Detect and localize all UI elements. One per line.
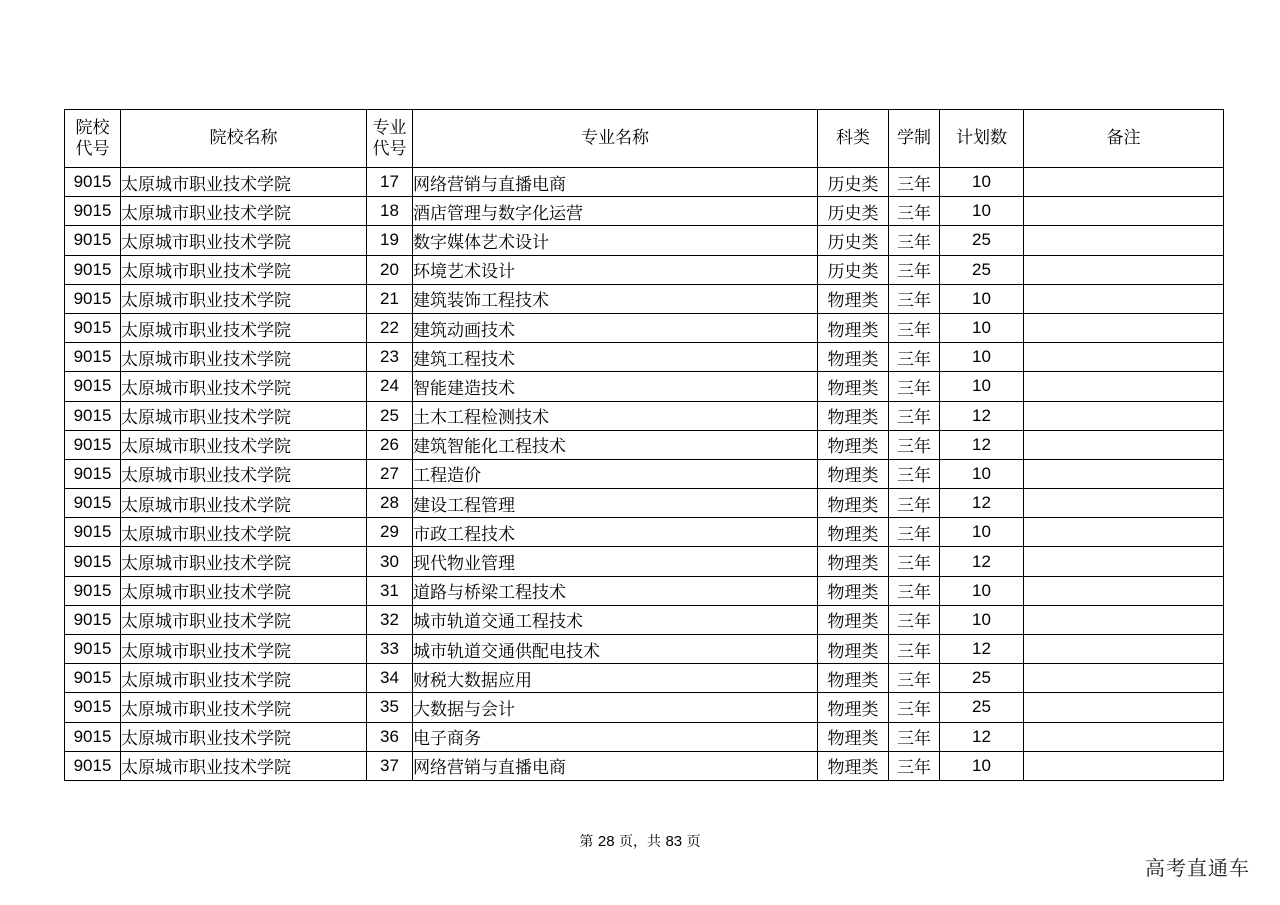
table-row [65, 547, 1224, 576]
footer-total-pages: 83 [665, 833, 683, 850]
header-remarks: 备注 [1024, 110, 1224, 168]
cell-school-code: 9015 [65, 255, 121, 284]
cell-category: 历史类 [818, 226, 889, 255]
cell-major-code: 26 [367, 430, 413, 459]
cell-plan: 12 [940, 430, 1024, 459]
cell-school-code: 9015 [65, 343, 121, 372]
table-row [65, 372, 1224, 401]
cell-remarks [1024, 459, 1224, 488]
cell-school-name: 太原城市职业技术学院 [121, 284, 367, 313]
cell-major-code: 27 [367, 459, 413, 488]
cell-plan: 25 [940, 255, 1024, 284]
table-row [65, 343, 1224, 372]
cell-school-code: 9015 [65, 226, 121, 255]
table-row [65, 255, 1224, 284]
cell-category: 历史类 [818, 168, 889, 197]
cell-school-code: 9015 [65, 547, 121, 576]
cell-major-name: 道路与桥梁工程技术 [413, 576, 818, 605]
cell-category: 物理类 [818, 401, 889, 430]
cell-remarks [1024, 313, 1224, 342]
cell-remarks [1024, 226, 1224, 255]
cell-plan: 12 [940, 489, 1024, 518]
cell-category: 物理类 [818, 372, 889, 401]
cell-major-name: 城市轨道交通工程技术 [413, 605, 818, 634]
cell-plan: 10 [940, 284, 1024, 313]
cell-school-name: 太原城市职业技术学院 [121, 430, 367, 459]
cell-school-code: 9015 [65, 722, 121, 751]
cell-school-name: 太原城市职业技术学院 [121, 693, 367, 722]
page-footer [0, 831, 1280, 851]
cell-major-name: 智能建造技术 [413, 372, 818, 401]
cell-school-code: 9015 [65, 168, 121, 197]
cell-years: 三年 [889, 459, 940, 488]
cell-major-code: 34 [367, 664, 413, 693]
cell-years: 三年 [889, 547, 940, 576]
cell-major-name: 酒店管理与数字化运营 [413, 197, 818, 226]
cell-major-code: 17 [367, 168, 413, 197]
cell-category: 物理类 [818, 722, 889, 751]
cell-remarks [1024, 751, 1224, 780]
header-category: 科类 [818, 110, 889, 168]
cell-major-name: 网络营销与直播电商 [413, 751, 818, 780]
cell-major-code: 31 [367, 576, 413, 605]
table-row [65, 751, 1224, 780]
cell-school-code: 9015 [65, 284, 121, 313]
cell-years: 三年 [889, 518, 940, 547]
cell-school-code: 9015 [65, 401, 121, 430]
cell-school-code: 9015 [65, 635, 121, 664]
table-row [65, 722, 1224, 751]
cell-years: 三年 [889, 197, 940, 226]
cell-years: 三年 [889, 722, 940, 751]
cell-years: 三年 [889, 343, 940, 372]
cell-school-name: 太原城市职业技术学院 [121, 459, 367, 488]
cell-school-code: 9015 [65, 489, 121, 518]
cell-school-name: 太原城市职业技术学院 [121, 197, 367, 226]
table-row [65, 635, 1224, 664]
table-row [65, 313, 1224, 342]
header-school-name: 院校名称 [121, 110, 367, 168]
cell-school-code: 9015 [65, 751, 121, 780]
cell-remarks [1024, 547, 1224, 576]
cell-years: 三年 [889, 693, 940, 722]
cell-category: 历史类 [818, 197, 889, 226]
cell-major-code: 35 [367, 693, 413, 722]
cell-major-name: 建筑装饰工程技术 [413, 284, 818, 313]
cell-major-name: 数字媒体艺术设计 [413, 226, 818, 255]
cell-plan: 25 [940, 664, 1024, 693]
cell-school-code: 9015 [65, 197, 121, 226]
cell-major-name: 大数据与会计 [413, 693, 818, 722]
cell-plan: 25 [940, 693, 1024, 722]
footer-suffix: 页 [686, 834, 701, 850]
table-row [65, 605, 1224, 634]
cell-major-name: 网络营销与直播电商 [413, 168, 818, 197]
cell-remarks [1024, 722, 1224, 751]
cell-remarks [1024, 284, 1224, 313]
cell-plan: 10 [940, 343, 1024, 372]
cell-major-code: 24 [367, 372, 413, 401]
cell-category: 物理类 [818, 605, 889, 634]
cell-category: 物理类 [818, 518, 889, 547]
cell-major-name: 工程造价 [413, 459, 818, 488]
cell-category: 物理类 [818, 313, 889, 342]
cell-major-code: 18 [367, 197, 413, 226]
cell-plan: 10 [940, 197, 1024, 226]
cell-category: 物理类 [818, 635, 889, 664]
cell-major-name: 建筑工程技术 [413, 343, 818, 372]
cell-major-code: 29 [367, 518, 413, 547]
cell-plan: 12 [940, 722, 1024, 751]
cell-plan: 10 [940, 576, 1024, 605]
cell-years: 三年 [889, 430, 940, 459]
header-school-code: 院校 代号 [65, 110, 121, 168]
cell-major-name: 现代物业管理 [413, 547, 818, 576]
cell-remarks [1024, 255, 1224, 284]
cell-years: 三年 [889, 313, 940, 342]
cell-years: 三年 [889, 489, 940, 518]
cell-category: 物理类 [818, 430, 889, 459]
cell-remarks [1024, 518, 1224, 547]
cell-plan: 10 [940, 605, 1024, 634]
cell-school-name: 太原城市职业技术学院 [121, 168, 367, 197]
footer-prefix: 第 [579, 834, 594, 850]
cell-remarks [1024, 343, 1224, 372]
cell-school-code: 9015 [65, 518, 121, 547]
header-major-code: 专业 代号 [367, 110, 413, 168]
footer-middle: 页，共 [619, 834, 661, 850]
table-row [65, 664, 1224, 693]
cell-category: 物理类 [818, 459, 889, 488]
cell-major-name: 电子商务 [413, 722, 818, 751]
cell-major-code: 25 [367, 401, 413, 430]
table-row [65, 430, 1224, 459]
cell-major-code: 22 [367, 313, 413, 342]
cell-school-code: 9015 [65, 430, 121, 459]
header-major-name: 专业名称 [413, 110, 818, 168]
cell-remarks [1024, 489, 1224, 518]
footer-page-number: 28 [597, 833, 615, 850]
cell-school-name: 太原城市职业技术学院 [121, 635, 367, 664]
cell-plan: 10 [940, 518, 1024, 547]
header-plan: 计划数 [940, 110, 1024, 168]
cell-major-code: 30 [367, 547, 413, 576]
cell-years: 三年 [889, 401, 940, 430]
cell-major-name: 建设工程管理 [413, 489, 818, 518]
cell-category: 物理类 [818, 664, 889, 693]
cell-years: 三年 [889, 168, 940, 197]
table-header-row [65, 110, 1224, 168]
table-row [65, 168, 1224, 197]
cell-category: 物理类 [818, 547, 889, 576]
cell-major-code: 20 [367, 255, 413, 284]
cell-years: 三年 [889, 372, 940, 401]
cell-school-name: 太原城市职业技术学院 [121, 401, 367, 430]
cell-major-name: 城市轨道交通供配电技术 [413, 635, 818, 664]
cell-major-name: 财税大数据应用 [413, 664, 818, 693]
cell-school-code: 9015 [65, 576, 121, 605]
cell-plan: 10 [940, 372, 1024, 401]
cell-major-code: 33 [367, 635, 413, 664]
cell-school-name: 太原城市职业技术学院 [121, 255, 367, 284]
cell-major-name: 市政工程技术 [413, 518, 818, 547]
cell-category: 物理类 [818, 751, 889, 780]
cell-major-code: 36 [367, 722, 413, 751]
cell-major-name: 建筑动画技术 [413, 313, 818, 342]
table-row [65, 284, 1224, 313]
table-row [65, 197, 1224, 226]
cell-school-name: 太原城市职业技术学院 [121, 489, 367, 518]
cell-major-code: 32 [367, 605, 413, 634]
header-years: 学制 [889, 110, 940, 168]
cell-remarks [1024, 197, 1224, 226]
cell-remarks [1024, 576, 1224, 605]
cell-category: 物理类 [818, 489, 889, 518]
cell-years: 三年 [889, 605, 940, 634]
cell-remarks [1024, 635, 1224, 664]
cell-plan: 10 [940, 459, 1024, 488]
cell-plan: 12 [940, 635, 1024, 664]
cell-category: 物理类 [818, 284, 889, 313]
cell-school-code: 9015 [65, 372, 121, 401]
cell-school-name: 太原城市职业技术学院 [121, 313, 367, 342]
cell-plan: 12 [940, 401, 1024, 430]
cell-school-name: 太原城市职业技术学院 [121, 547, 367, 576]
cell-school-name: 太原城市职业技术学院 [121, 343, 367, 372]
cell-major-code: 37 [367, 751, 413, 780]
cell-remarks [1024, 401, 1224, 430]
cell-school-code: 9015 [65, 459, 121, 488]
cell-plan: 25 [940, 226, 1024, 255]
cell-plan: 12 [940, 547, 1024, 576]
table-row [65, 518, 1224, 547]
cell-school-name: 太原城市职业技术学院 [121, 605, 367, 634]
cell-major-name: 建筑智能化工程技术 [413, 430, 818, 459]
cell-category: 物理类 [818, 343, 889, 372]
cell-major-name: 土木工程检测技术 [413, 401, 818, 430]
cell-years: 三年 [889, 284, 940, 313]
cell-school-code: 9015 [65, 693, 121, 722]
cell-category: 物理类 [818, 576, 889, 605]
cell-school-name: 太原城市职业技术学院 [121, 576, 367, 605]
cell-major-code: 19 [367, 226, 413, 255]
cell-school-name: 太原城市职业技术学院 [121, 664, 367, 693]
enrollment-plan-table [64, 109, 1224, 781]
cell-years: 三年 [889, 255, 940, 284]
cell-remarks [1024, 430, 1224, 459]
table-row [65, 226, 1224, 255]
table-row [65, 576, 1224, 605]
cell-major-code: 28 [367, 489, 413, 518]
cell-major-code: 21 [367, 284, 413, 313]
cell-school-name: 太原城市职业技术学院 [121, 226, 367, 255]
table-row [65, 401, 1224, 430]
cell-remarks [1024, 664, 1224, 693]
cell-years: 三年 [889, 635, 940, 664]
cell-years: 三年 [889, 226, 940, 255]
cell-major-name: 环境艺术设计 [413, 255, 818, 284]
cell-remarks [1024, 372, 1224, 401]
cell-plan: 10 [940, 168, 1024, 197]
table-row [65, 459, 1224, 488]
cell-remarks [1024, 605, 1224, 634]
cell-category: 物理类 [818, 693, 889, 722]
watermark: 高考直通车 [1145, 856, 1250, 880]
cell-remarks [1024, 168, 1224, 197]
cell-school-name: 太原城市职业技术学院 [121, 518, 367, 547]
cell-category: 历史类 [818, 255, 889, 284]
cell-plan: 10 [940, 313, 1024, 342]
cell-school-code: 9015 [65, 313, 121, 342]
cell-remarks [1024, 693, 1224, 722]
cell-school-code: 9015 [65, 664, 121, 693]
table-row [65, 489, 1224, 518]
cell-major-code: 23 [367, 343, 413, 372]
cell-plan: 10 [940, 751, 1024, 780]
table-row [65, 693, 1224, 722]
cell-school-name: 太原城市职业技术学院 [121, 372, 367, 401]
cell-school-name: 太原城市职业技术学院 [121, 751, 367, 780]
cell-school-name: 太原城市职业技术学院 [121, 722, 367, 751]
cell-years: 三年 [889, 664, 940, 693]
cell-school-code: 9015 [65, 605, 121, 634]
cell-years: 三年 [889, 751, 940, 780]
cell-years: 三年 [889, 576, 940, 605]
